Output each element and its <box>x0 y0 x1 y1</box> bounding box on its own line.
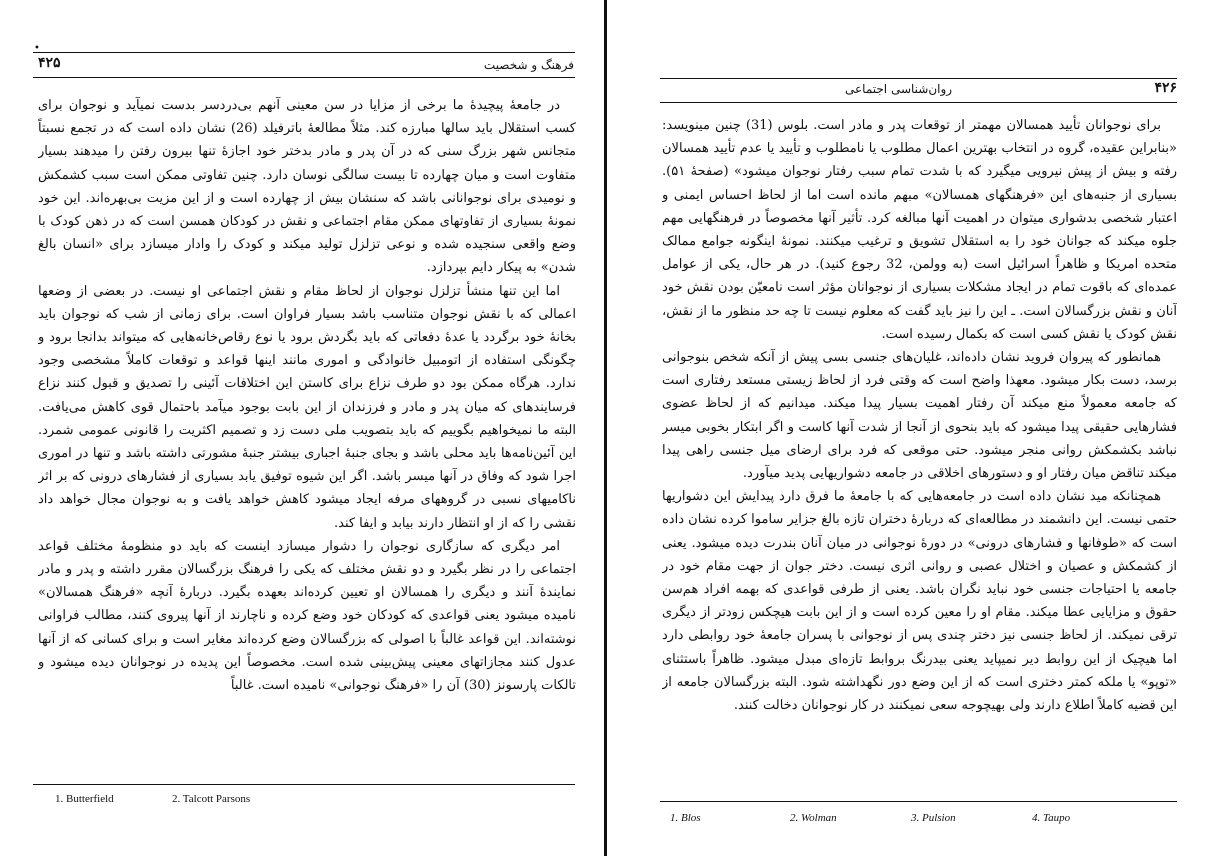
footnote: 4. Taupo <box>1032 812 1071 824</box>
paragraph: همچنانکه مید نشان داده است در جامعه‌هایی که با جامعهٔ ما فرق دارد پیدایش این دشواریها حتمی نیست. این دانشمند در مطالعه‌ای که دربارهٔ دختران تازه بالغ جزایر ساموا کرده نشان داده است که «طوفانها و فشارهای درونی» در دورهٔ نوجوانی در میان آنان بندرت دیده میشود. یعنی از کشمکش و عصیان و اختلال عصبی و روانی اثری نیست. دختر جوان از جهت مقام خود در جامعه یا احتیاجات جنسی خود نباید نگران باشد. یعنی از طرفی قواعدی که بهمه افراد هم‌سن حقوق و مزایایی عطا میکند. مقام او را معین کرده است و از این بابت هیچکس زودتر از دیگری ترقی نمیکند. از لحاظ جنسی نیز دختر چندی پس از نوجوانی با پسران جامعهٔ خود روابطی دارد اما هیچیک از این روابط دیر نمیپاید یعنی بیدرنگ بروابط تازه‌ای مبدل میشود. ظاهراً باستثنای «توپو» یا ملکه کمتر دختری است که از این وضع دور نگهداشته شود. البته بزرگسالان جامعه از این قضیه کاملاً اطلاع دارند ولی بهیچوجه سعی نمیکنند در کار نوجوانان دخالت کنند. <box>662 489 1177 714</box>
running-title: روان‌شناسی اجتماعی <box>845 82 953 96</box>
paragraph: در جامعهٔ پیچیدهٔ ما برخی از مزایا در سن معینی آنهم بی‌دردسر بدست نمیآید و نوجوان برای کسب استقلال باید سالها مبارزه کند. مثلاً مطالعهٔ باترفیلد (26) نشان داده است که در تجمع نسبتاً متجانس شهر بزرگ سنی که در آن پدر و مادر بدختر خود اجازهٔ تنها بیرون رفتن را میدهند بسیار متفاوت است و میان چهارده تا بیست سالگی نوسان دارد. چنین تفاوتی ممکن است سبب کشمکش و نومیدی برای نوجوانانی باشد که سنشان بیش از چهارده است و از این مزیت بی‌بهره‌اند. این خود نمونهٔ بسیاری از تفاوتهای ممکن مقام اجتماعی و نقش در کودکان همسن است که در ذهن کودک با وضع واقعی سنجیده شده و نوعی تزلزل تولید میکند و کودک را وادار میسازد برای «انسان بالغ شدن» به پیکار دایم بپردازد. <box>38 98 576 276</box>
footnote: 1. Blos <box>670 812 701 824</box>
footnote: 2. Wolman <box>790 812 837 824</box>
header-rule-lower <box>660 102 1177 103</box>
right-body-text <box>662 114 1177 784</box>
header-rule <box>33 52 575 53</box>
footnote: 2. Talcott Parsons <box>172 793 251 805</box>
running-title: فرهنگ و شخصیت <box>483 58 574 72</box>
footnote: 3. Pulsion <box>911 812 956 824</box>
paragraph: اما این تنها منشأ تزلزل نوجوان از لحاظ مقام و نقش اجتماعی او نیست. در بعضی از وضعها اعمالی که با نقش نوجوان متناسب باشد بسیار فراوان است. برای زمانی از شب که نوجوان باید بخانهٔ خود برگردد یا عدهٔ دفعاتی که باید بگردش برود یا نوع رقاص‌خانه‌هایی که میتواند بدانجا برود و چگونگی استفاده از اتومبیل خانوادگی و اموری مانند اینها قواعد و توقعات کاملاً مشخصی وجود ندارد. هرگاه ممکن بود دو طرف نزاع برای کاستن این اختلافات آئینی را تصدیق و قبول کنند نزاع فرسایندهای که میان پدر و مادر و فرزندان از این بابت بوجود میآمد باحتمال قوی کاهش می‌یافت. البته ما نمیخواهیم بگوییم که باید بتصویب ملی دست زد و تصمیم اکثریت را قانونی عمومی شمرد. این آئین‌نامه‌ها باید محلی باشد و بجای جنبهٔ اجباری بیشتر جنبهٔ مشورتی داشته باشد و تنها در اموری اجرا شود که وفاق در آنها میسر باشد. اگر این شیوه توفیق یابد بسیاری از فشارهای درونی که بر اثر ناکامیهای نسبی در گروههای مرفه ایجاد میشود کاهش خواهد یافت و به نوجوان مجال خواهد داد نقشی را که از او انتظار دارند بیابد و ایفا کند. <box>38 283 576 531</box>
paragraph: امر دیگری که سازگاری نوجوان را دشوار میسازد اینست که باید دو منظومهٔ مختلف قواعد اجتماعی را در نظر بگیرد و دو نقش مختلف که یکی را فرهنگ بزرگسالان مقرر داشته و پدر و مادر نمایندهٔ آنند و دیگری را همسالان او تعیین کرده‌اند بعهده بگیرد. دربارهٔ آنچه «فرهنگ همسالان» نامیده میشود یعنی قواعدی که کودکان خود وضع کرده و ناچارند از آنها پیروی کنند، مطالب فراوانی نوشته‌اند. این قواعد غالباً با اصولی که بزرگسالان وضع کرده‌اند مغایر است و برای کسانی که از آنها عدول کنند مجازاتهای معینی پیش‌بینی شده است. مخصوصاً این پدیده در نوجوانان دیده میشود و تالکات پارسونز (30) آن را «فرهنگ نوجوانی» نامیده است. غالباً <box>38 538 576 694</box>
header-rule <box>660 78 1177 79</box>
left-body-text <box>38 94 576 766</box>
footnote: 1. Butterfield <box>55 793 114 805</box>
header-rule-lower <box>33 77 575 78</box>
page-number: ۴۲۶ <box>1154 80 1177 96</box>
ornament-mark: • <box>34 43 40 54</box>
footnote-rule <box>660 801 1177 802</box>
right-page <box>607 0 1207 856</box>
page-number: ۴۲۵ <box>38 55 61 71</box>
paragraph: همانطور که پیروان فروید نشان داده‌اند، غلیان‌های جنسی بسی پیش از آنکه شخص بنوجوانی برسد، دست بکار میشود. معهذا واضح است که وقتی فرد از لحاظ زیستی مستعد رفتاری است که جامعه معمولاً منع میکند آن رفتار اهمیت بسیار پیدا میکند. میدانیم که از لحاظ عضوی فشارهایی حقیقی پیدا میشود که باید بنحوی از آنجا از شدت آنها کاست و اگر ابتکار بخوبی میسر نباشد بکشمکش روانی منجر میشود. حتی موقعی که فرد برای ارضای میل جنسی راهی پیدا میکند تناقض میان رفتار او و دستورهای اخلاقی در جامعه دشواریهایی پدید میآورد. <box>662 350 1177 482</box>
paragraph: برای نوجوانان تأیید همسالان مهمتر از توقعات پدر و مادر است. بلوس (31) چنین مینویسد: «بنابراین عقیده، گروه در انتخاب بهترین اعمال مطلوب یا نامطلوب و تأیید یا عدم تأیید همسالان رفته و بیش از پیش نیرویی میگیرد که با شدت تمام سبب رفتار نوجوان میشود» (صفحهٔ ۵۱). بسیاری از جنبه‌های این «فرهنگهای همسالان» مبهم مانده است اما از لحاظ احساس ایمنی و اعتبار شخصی بدشواری میتوان در اهمیت آنها مبالغه کرد. تأثیر آنها مخصوصاً در فرهنگهایی مهم جلوه میکند که جوانان خود را به استقلال تشویق و ترغیب میکنند. نمونهٔ اینگونه جوامع ممالک متحده امریکا و ظاهراً اسرائیل است (به وولمن، 32 رجوع کنید). در هر حال، یکی از عوامل عمده‌ای که باقوت تمام در ایجاد مشکلات بسیاری از نوجوانان مؤثر است نامعیّن بودن نقش خود آنان و نقش بزرگسالان است. ـ این را نیز باید گفت که معلوم نیست تا چه حد منظور ما از نقش، نقش کودک یا نقش کسی است که بکمال رسیده است. <box>662 118 1177 342</box>
footnote-rule <box>33 784 575 785</box>
